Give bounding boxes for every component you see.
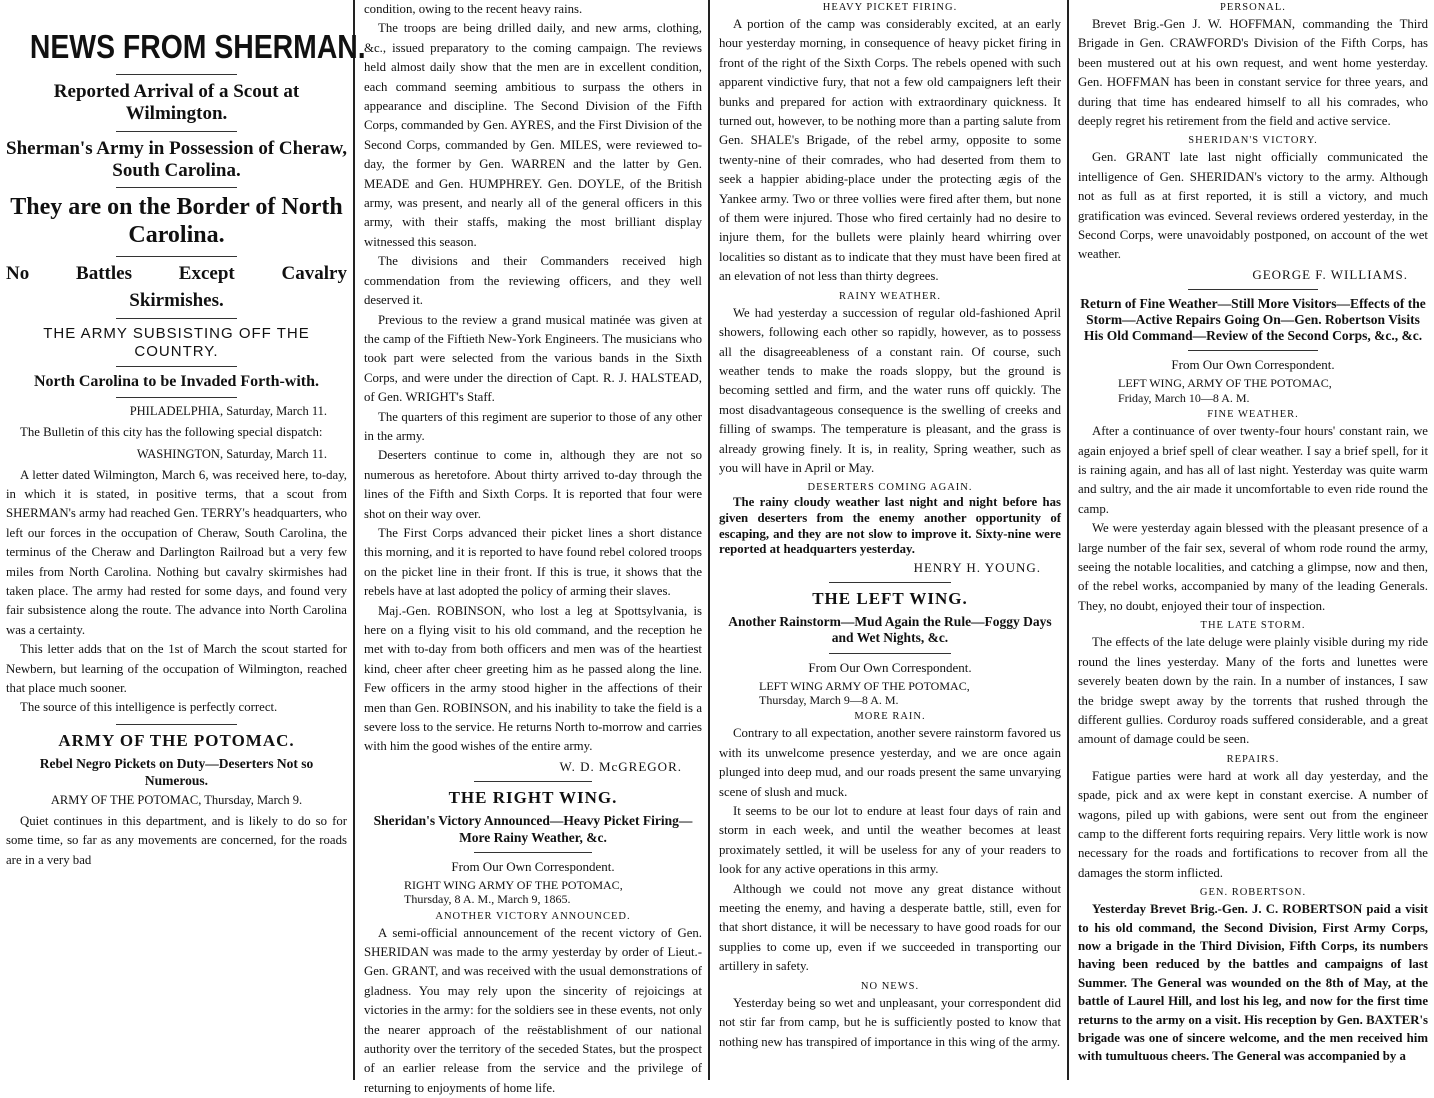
headline-deck-5: THE ARMY SUBSISTING OFF THE COUNTRY. (43, 325, 310, 360)
divider (116, 724, 237, 725)
article-paragraph: We were yesterday again blessed with the pleasant presence of a large number of the fair sex, several of whom rode round the army, seeing the notable localities, and catching a glimpse, now and then, of the rebel works, accompanied by many of the leading Generals. They, no doubt, enjoyed their tour of inspection. (1078, 521, 1428, 613)
dateline: PHILADELPHIA, Saturday, March 11. (129, 404, 327, 419)
section-deck: Sheridan's Victory Announced—Heavy Picket Firing—More Rainy Weather, &c. (373, 813, 693, 845)
article-paragraph: We had yesterday a succession of regular old-fashioned April showers, following each other so rapidly, however, as to possess all the disagreeableness of a constant rain. Of course, such weather tends to make the roads sloppy, but the ground is becoming settled and firm, and the water runs off quickly. The most disadvantageous consequence is the swelling of creeks and filling of swamps. The temperature is pleasant, and the grass is already growing finely. It is, in reality, Spring weather, such as you will have in April or May. (719, 305, 1061, 475)
article-paragraph: After a continuance of over twenty-four hours' constant rain, we again enjoyed a brief spell of clear weather. I say a brief spell, for it is raining again, and has all of last night. Yesterday was quite warm and sultry, and the air made it uncomfortable to even ride round the camp. (1078, 424, 1428, 516)
subheading: REPAIRS. (1226, 753, 1280, 765)
byline-signature: HENRY H. YOUNG. (913, 559, 1041, 575)
section-heading: THE RIGHT WING. (448, 787, 618, 807)
headline-deck-3: They are on the Border of North Carolina. (10, 194, 343, 248)
column-3 (713, 0, 1069, 1080)
column-1 (0, 0, 366, 1080)
byline-signature: GEORGE F. WILLIAMS. (1252, 266, 1408, 282)
article-paragraph: A semi-official announcement of the recent victory of Gen. SHERIDAN was made to the army yesterday by order of Lieut.-Gen. GRANT, and was received with the usual demonstrations of gladness. You may rely upon the sincerity of rejoicings at victories in the army: for the soldiers see in these events, not only the nearer approach of the reëstablishment of our national authority over the territory of the seceded States, but the prospect of an earlier release from the service and the privilege of returning to enjoyments of home life. (364, 925, 702, 1095)
dateline (1118, 376, 1428, 405)
dateline (759, 679, 1061, 708)
dateline-place: LEFT WING, ARMY OF THE POTOMAC, (1118, 376, 1332, 391)
headline-deck-6: North Carolina to be Invaded Forth-with. (33, 372, 320, 390)
divider (116, 74, 237, 75)
article-paragraph: Deserters continue to come in, although they are not so numerous as heretofore. About thirty arrived to-day through the lines of the Fifth and Sixth Corps. It is reported that four were shot on their way over. (364, 448, 702, 521)
divider (1188, 289, 1318, 290)
article-paragraph: condition, owing to the recent heavy rains. (364, 2, 583, 16)
article-paragraph: The divisions and their Commanders received high commendation from the reviewing officers, and they well deserved it. (364, 254, 702, 308)
divider (829, 653, 951, 654)
article-paragraph: The quarters of this regiment are superior to those of any other in the army. (364, 409, 702, 443)
divider (116, 397, 237, 398)
article-paragraph: The source of this intelligence is perfectly correct. (20, 700, 278, 715)
article-paragraph: The troops are being drilled daily, and new arms, clothing, &c., issued preparatory to the coming campaign. The reviews held almost daily show that the men are in excellent condition, each command seeming ambitious to surpass the others in appearance and discipline. The Second Division of the Fifth Corps, commanded by Gen. AYRES, and the First Division of the Second Corps, commanded by Gen. MILES, were reviewed to-day, the former by Gen. WARREN and the latter by Gen. MEADE and Gen. HUMPHREY. Gen. DOYLE, of the British army, was present, and nearly all of the general officers in this army, with their staffs, making the most brilliant display witnessed this season. (364, 21, 702, 249)
section-deck: Another Rainstorm—Mud Again the Rule—Foggy Days and Wet Nights, &c. (728, 614, 1052, 646)
divider (1188, 350, 1318, 351)
main-headline: NEWS FROM SHERMAN. (29, 28, 366, 65)
dateline: ARMY OF THE POTOMAC, Thursday, March 9. (50, 792, 303, 807)
section-deck: Return of Fine Weather—Still More Visitors—Effects of the Storm—Active Repairs Going On—Gen. Robertson Visits His Old Command—Review of the Second Corps, &c., &c. (1080, 295, 1426, 344)
article-paragraph: Quiet continues in this department, and is likely to do so for some time, so far as any movements are concerned, for the roads are in a very bad (6, 813, 347, 867)
byline-signature: W. D. McGREGOR. (559, 758, 682, 774)
section-deck: Rebel Negro Pickets on Duty—Deserters Not so Numerous. (39, 756, 314, 788)
divider (474, 852, 592, 853)
deck-4-word: No (6, 262, 30, 284)
correspondent-line: From Our Own Correspondent. (451, 858, 615, 874)
dateline: WASHINGTON, Saturday, March 11. (136, 446, 327, 461)
article-paragraph: The rainy cloudy weather last night and night before has given deserters from the enemy another opportunity of escaping, and they are not slow to improve it. Sixty-nine were reported at headquarters yesterday. (719, 495, 1061, 557)
article-paragraph: Brevet Brig.-Gen J. W. HOFFMAN, commanding the Third Brigade in Gen. CRAWFORD's Division of the Fifth Corps, has been mustered out at his own request, and went home yesterday. Gen. HOFFMAN has been in constant service for three years, and during that time has endeared himself to all his comrades, who deeply regret his retirement from the field and active service. (1078, 17, 1428, 129)
article-paragraph: Maj.-Gen. ROBINSON, who lost a leg at Spottsylvania, is here on a flying visit to his old command, and the reception he met with to-day from both officers and men was of the heartiest kind, cheer after cheer greeting him as he passed along the line. Few officers in the army stood higher in the affections of their men than Gen. ROBINSON, and his inability to take the field is a severe loss to the service. He returns North to-morrow and carries with him the good wishes of the entire army. (364, 603, 702, 754)
deck-4-word: Battles (76, 262, 132, 284)
article-paragraph: Gen. GRANT late last night officially communicated the intelligence of Gen. SHERIDAN's victory to the army. Although not as full as at first reported, it is still a victory, and much gratification was evinced. Several reviews ordered yesterday, in the Second Corps, were unavoidably postponed, on account of the wet weather. (1078, 150, 1428, 262)
divider (116, 318, 237, 319)
article-paragraph: It seems to be our lot to endure at least four days of rain and storm in each week, and until the weather becomes at least proximately settled, it will be useless for any of your readers to look for any active operations in this army. (719, 804, 1061, 877)
headline-deck-4 (6, 263, 347, 285)
subheading: HEAVY PICKET FIRING. (822, 2, 958, 13)
section-heading: THE LEFT WING. (812, 588, 968, 608)
divider (116, 366, 237, 367)
article-paragraph: Yesterday Brevet Brig.-Gen. J. C. ROBERTSON paid a visit to his old command, the Second Division, First Army Corps, now a brigade in the Third Division, Fifth Corps, its numbers having been reduced by the battles and campaigns of last Summer. The General was wounded on the 8th of May, at the battle of Laurel Hill, and lost his leg, and now for the first time returns to the army on a visit. His reception by Gen. BAXTER's brigade was one of sincere welcome, and the men received him with tumultuous cheers. The General was accompanied by a (1078, 902, 1428, 1064)
article-paragraph: The effects of the late deluge were plainly visible during my ride round the lines yesterday. Many of the forts and lunettes were severely beaten down by the rain. In a number of instances, I saw the bridge swept away by the torrents that rushed through the different gullies. Corduroy roads suffered considerable, and a great amount of damage could be seen. (1078, 635, 1428, 747)
divider (116, 187, 237, 188)
article-paragraph: Fatigue parties were hard at work all day yesterday, and the spade, pick and ax were kept in constant exercise. A number of wagons, piled up with gabions, were sent out from the engineer camp to the different forts requiring repairs. Very little work is now necessary for the roads and fortifications to recover from all the damages the storm inflicted. (1078, 768, 1428, 880)
subheading: SHERIDAN'S VICTORY. (1188, 135, 1318, 147)
headline-deck-2: Sherman's Army in Possession of Cheraw, South Carolina. (6, 137, 347, 181)
divider (116, 256, 237, 257)
dateline-place: RIGHT WING ARMY OF THE POTOMAC, (404, 877, 623, 892)
subheading: MORE RAIN. (854, 711, 926, 723)
article-paragraph: Previous to the review a grand musical matinée was given at the camp of the Fiftieth New-York Engineers. The musicians who took part were selected from the various bands in the Sixth Corps, and were under the direction of Capt. R. J. HALSTEAD, of Gen. WRIGHT's Staff. (364, 312, 702, 405)
deck-4-word: Except (178, 262, 235, 284)
article-paragraph: Contrary to all expectation, another severe rainstorm favored us with its unwelcome presence yesterday, and we are once again plunged into deep mud, and our roads present the same unvarying scene of slush and muck. (719, 726, 1061, 799)
dateline-place: LEFT WING ARMY OF THE POTOMAC, (759, 678, 970, 693)
article-paragraph: The First Corps advanced their picket lines a short distance this morning, and it is reported to have found rebel colored troops on the picket line in their front. If this is true, it shows that the rebels have at last adopted the policy of arming their slaves. (364, 525, 702, 599)
subheading: NO NEWS. (860, 980, 920, 992)
subheading: ANOTHER VICTORY ANNOUNCED. (435, 910, 631, 922)
article-paragraph: The Bulletin of this city has the following special dispatch: (20, 425, 323, 440)
divider (829, 582, 951, 583)
subheading: FINE WEATHER. (1207, 409, 1299, 421)
divider (474, 781, 592, 782)
section-heading: ARMY OF THE POTOMAC. (58, 730, 295, 750)
subheading: GEN. ROBERTSON. (1199, 887, 1307, 899)
deck-4-word: Cavalry (281, 262, 347, 284)
column-2 (358, 0, 710, 1095)
correspondent-line: From Our Own Correspondent. (1171, 357, 1335, 373)
headline-deck-4-tail: Skirmishes. (129, 290, 224, 312)
article-paragraph: Although we could not move any great distance without meeting the enemy, and having a desperate battle, still, even for that short distance, it will be necessary to have good roads for our supplies to come up, even if we succeeded in transporting our artillery in safety. (719, 881, 1061, 974)
dateline (404, 878, 702, 907)
article-paragraph: This letter adds that on the 1st of March the scout started for Newbern, but learning of the occupation of Wilmington, reached that place much sooner. (6, 642, 347, 696)
column-4 (1072, 0, 1434, 1080)
subheading: RAINY WEATHER. (838, 290, 942, 302)
correspondent-line: From Our Own Correspondent. (808, 659, 972, 675)
dateline-time: Friday, March 10—8 A. M. (1118, 390, 1250, 405)
subheading: THE LATE STORM. (1200, 620, 1306, 632)
article-paragraph: A portion of the camp was considerably excited, at an early hour yesterday morning, in consequence of heavy picket firing in front of the right of the Sixth Corps. The rebels opened with such apparent vindictive fury, that not a few old campaigners left their bunks and prepared for action with extraordinary quickness. It turned out, however, to be nothing more than a parting salute from Gen. SHALE's Brigade, of the rebel army, opposite to some twenty-nine of their comrades, who had deserted from them to seek a happier abiding-place under the protecting ægis of the Yankee army. Two or three vollies were fired after them, but none of them were injured. Those who fired certainly had no desire to injure them, for the bullets were plainly heard whirring over localities so distant as to indicate that they must have been fired at an elevation of not less than thirty degrees. (719, 17, 1061, 284)
headline-deck-1: Reported Arrival of a Scout at Wilmington. (53, 81, 300, 124)
article-paragraph: Yesterday being so wet and unpleasant, your correspondent did not stir far from camp, but he is sufficiently posted to know that nothing new has transpired of importance in this wing of the army. (719, 995, 1061, 1049)
dateline-time: Thursday, 8 A. M., March 9, 1865. (404, 892, 571, 907)
subheading: DESERTERS COMING AGAIN. (807, 482, 973, 494)
dateline-time: Thursday, March 9—8 A. M. (759, 693, 899, 708)
divider (116, 131, 237, 132)
subheading: PERSONAL. (1220, 2, 1286, 13)
article-paragraph: A letter dated Wilmington, March 6, was received here, to-day, in which it is stated, in positive terms, that a scout from SHERMAN's army had reached Gen. TERRY's headquarters, who left our forces in the occupation of Cheraw, South Carolina, the terminus of the Cheraw and Darlington Railroad but a very few miles from North Carolina. Nothing but cavalry skirmishes had taken place. The army had rested for some days, and found very fair subsistence along the route. The advance into North Carolina was a certainty. (6, 467, 347, 637)
